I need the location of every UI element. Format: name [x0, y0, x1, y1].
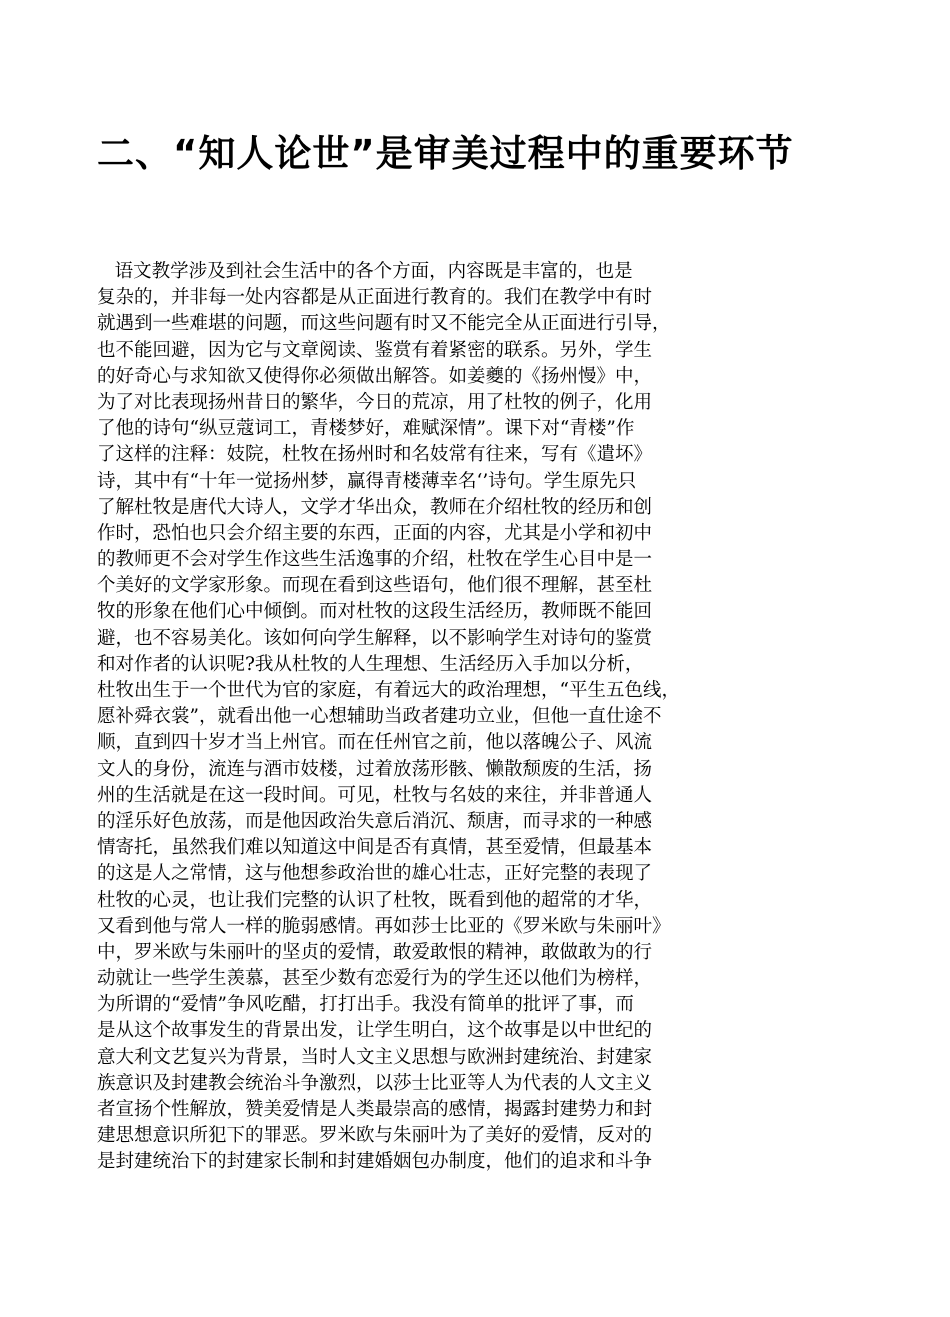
text-line: 的淫乐好色放荡，而是他因政治失意后消沉、颓唐，而寻求的一种感 — [97, 810, 653, 832]
text-line: 的这是人之常情，这与他想参政治世的雄心壮志，正好完整的表现了 — [97, 863, 653, 885]
text-line: 了他的诗句“纵豆蔻词工，青楼梦好，难赋深情”。课下对“青楼”作 — [97, 418, 635, 440]
text-line: 顺，直到四十岁才当上州官。而在任州官之前，他以落魄公子、风流 — [97, 732, 653, 754]
text-line: 是封建统治下的封建家长制和封建婚姻包办制度，他们的追求和斗争 — [97, 1151, 653, 1173]
text-line: 又看到他与常人一样的脆弱感情。再如莎士比亚的《罗米欧与朱丽叶》 — [97, 915, 671, 937]
text-line: 族意识及封建教会统治斗争激烈，以莎士比亚等人为代表的人文主义 — [97, 1072, 653, 1094]
text-line: 作时，恐怕也只会介绍主要的东西，正面的内容，尤其是小学和初中 — [97, 522, 653, 544]
text-line: 了解杜牧是唐代大诗人，文学才华出众，教师在介绍杜牧的经历和创 — [97, 496, 653, 518]
text-line: 复杂的，并非每一处内容都是从正面进行教育的。我们在教学中有时 — [97, 287, 653, 309]
text-line: 杜牧的心灵，也让我们完整的认识了杜牧，既看到他的超常的才华， — [97, 889, 653, 911]
text-line: 情寄托，虽然我们难以知道这中间是否有真情，甚至爱情，但最基本 — [97, 837, 653, 859]
text-line: 和对作者的认识呢?我从杜牧的人生理想、生活经历入手加以分析， — [97, 653, 644, 675]
text-line: 动就让一些学生羡慕，甚至少数有恋爱行为的学生还以他们为榜样， — [97, 968, 653, 990]
text-line: 州的生活就是在这一段时间。可见，杜牧与名妓的来往，并非普通人 — [97, 784, 653, 806]
text-line: 的好奇心与求知欲又使得你必须做出解答。如姜夔的《扬州慢》中， — [97, 365, 653, 387]
body-paragraph — [97, 259, 757, 1176]
text-line: 诗，其中有“十年一觉扬州梦，赢得青楼薄幸名‘’诗句。学生原先只 — [97, 470, 637, 492]
text-line: 的教师更不会对学生作这些生活逸事的介绍，杜牧在学生心目中是一 — [97, 549, 653, 571]
text-line: 意大利文艺复兴为背景，当时人文主义思想与欧洲封建统治、封建家 — [97, 1046, 653, 1068]
text-line: 中，罗米欧与朱丽叶的坚贞的爱情，敢爱敢恨的精神，敢做敢为的行 — [97, 941, 653, 963]
text-line: 建思想意识所犯下的罪恶。罗米欧与朱丽叶为了美好的爱情，反对的 — [97, 1125, 653, 1147]
text-line: 牧的形象在他们心中倾倒。而对杜牧的这段生活经历，教师既不能回 — [97, 601, 653, 623]
text-line: 语文教学涉及到社会生活中的各个方面，内容既是丰富的，也是 — [97, 261, 633, 282]
text-line: 杜牧出生于一个世代为官的家庭，有着远大的政治理想，“平生五色线， — [97, 680, 680, 701]
text-line: 了这样的注释：妓院，杜牧在扬州时和名妓常有往来，写有《遣坏》 — [97, 444, 653, 466]
text-line: 愿补舜衣裳”，就看出他一心想辅助当政者建功立业，但他一直仕途不 — [97, 706, 662, 728]
text-line: 文人的身份，流连与酒市妓楼，过着放荡形骸、懒散颓废的生活，扬 — [97, 758, 653, 780]
text-line: 者宣扬个性解放，赞美爱情是人类最崇高的感情，揭露封建势力和封 — [97, 1099, 653, 1120]
text-line: 是从这个故事发生的背景出发，让学生明白，这个故事是以中世纪的 — [97, 1020, 653, 1042]
text-line: 为了对比表现扬州昔日的繁华，今日的荒凉，用了杜牧的例子，化用 — [97, 391, 653, 413]
text-line: 就遇到一些难堪的问题，而这些问题有时又不能完全从正面进行引导， — [97, 313, 671, 335]
text-line: 个美好的文学家形象。而现在看到这些语句，他们很不理解，甚至杜 — [97, 575, 653, 597]
text-line: 避，也不容易美化。该如何向学生解释，以不影响学生对诗句的鉴赏 — [97, 627, 653, 649]
text-line: 为所谓的“爱情”争风吃醋，打打出手。我没有简单的批评了事，而 — [97, 994, 634, 1016]
text-line: 也不能回避，因为它与文章阅读、鉴赏有着紧密的联系。另外，学生 — [97, 339, 653, 361]
section-title: 二、“知人论世”是审美过程中的重要环节 — [97, 132, 794, 175]
